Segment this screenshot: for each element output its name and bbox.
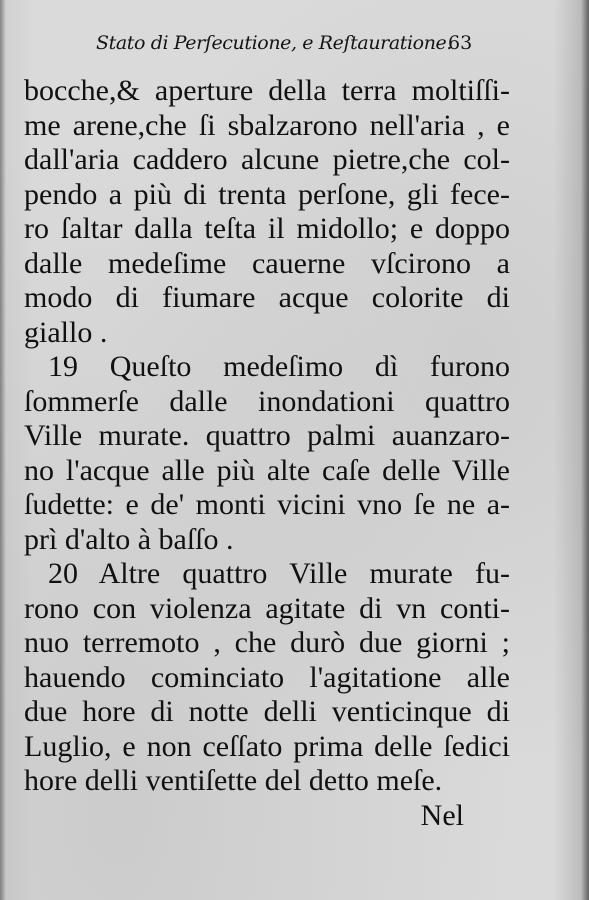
text-line: nuo terremoto , che durò due giorni ; bbox=[24, 626, 510, 659]
text-line: Luglio, e non ceſſato prima delle ſedici bbox=[24, 729, 510, 763]
text-line: modo di fiumare acque colorite di bbox=[24, 281, 510, 314]
running-title: Stato di Perſecutione, e Reſtauratione. bbox=[96, 32, 453, 54]
text-line: due hore di notte delli venticinque di bbox=[24, 695, 510, 728]
text-line: ro ſaltar dalla teſta il midollo; e doppo bbox=[24, 212, 510, 245]
page-shadow-left bbox=[0, 0, 6, 900]
body-text bbox=[24, 74, 510, 833]
page-number: 63 bbox=[448, 32, 473, 54]
paragraph-19-start: 19 Queſto medeſimo dì furono bbox=[48, 350, 510, 383]
catchword: Nel bbox=[420, 798, 464, 832]
text-line: ſudette: e de' monti vicini vno ſe ne a- bbox=[24, 488, 510, 521]
text-line: pendo a più di trenta perſone, gli fece- bbox=[24, 177, 510, 211]
running-header bbox=[96, 32, 496, 58]
text-line: prì d'alto à baſſo . bbox=[24, 522, 234, 556]
paragraph-20-start: 20 Altre quattro Ville murate fu- bbox=[48, 557, 510, 590]
text-line: giallo . bbox=[24, 315, 108, 349]
text-line: me arene,che ſi sbalzarono nell'aria , e bbox=[24, 108, 510, 142]
text-line: hauendo cominciato l'agitatione alle bbox=[24, 660, 510, 694]
text-line: no l'acque alle più alte caſe delle Ville bbox=[24, 453, 510, 487]
page-shadow-right bbox=[581, 0, 589, 900]
text-line: bocche,& aperture della terra moltiſſi- bbox=[24, 74, 510, 107]
text-line: hore delli ventiſette del detto meſe. bbox=[24, 764, 443, 797]
text-line: dall'aria caddero alcune pietre,che col- bbox=[24, 143, 510, 176]
text-line: rono con violenza agitate di vn conti- bbox=[24, 591, 510, 625]
text-line: dalle medeſime cauerne vſcirono a bbox=[24, 246, 510, 280]
text-line: Ville murate. quattro palmi auanzaro- bbox=[24, 419, 510, 452]
text-line: ſommerſe dalle inondationi quattro bbox=[24, 384, 510, 418]
